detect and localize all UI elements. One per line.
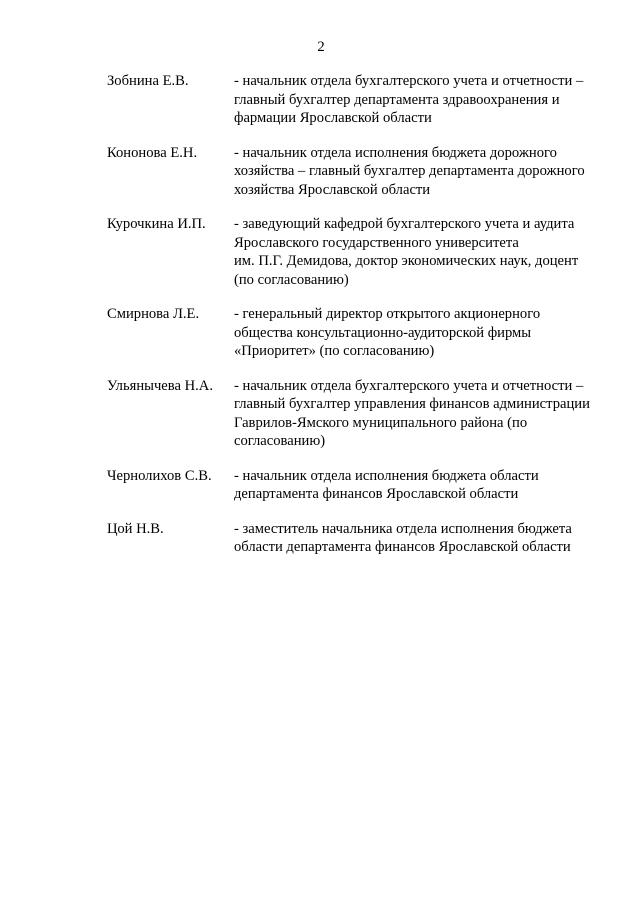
member-entry bbox=[107, 215, 607, 289]
position-line: - начальник отдела бухгалтерского учета и отчетности – bbox=[234, 377, 584, 394]
position-line: - заведующий кафедрой бухгалтерского учета и аудита bbox=[234, 216, 575, 232]
member-position bbox=[234, 520, 607, 557]
member-position bbox=[234, 72, 607, 128]
member-position bbox=[234, 377, 607, 451]
position-line: им. П.Г. Демидова, доктор экономических наук, доцент bbox=[234, 253, 579, 269]
position-line: (по согласованию) bbox=[234, 271, 349, 288]
member-name: Чернолихов С.В. bbox=[107, 467, 212, 484]
position-line: - заместитель начальника отдела исполнения бюджета bbox=[234, 520, 572, 537]
member-position bbox=[234, 215, 607, 289]
position-line: общества консультационно-аудиторской фирмы bbox=[234, 324, 532, 341]
member-position bbox=[234, 144, 607, 200]
member-name: Ульянычева Н.А. bbox=[107, 377, 213, 394]
member-name: Кононова Е.Н. bbox=[107, 144, 198, 161]
member-entry bbox=[107, 467, 607, 504]
position-line: «Приоритет» (по согласованию) bbox=[234, 343, 435, 359]
page-number: 2 bbox=[317, 39, 325, 55]
member-name: Зобнина Е.В. bbox=[107, 73, 189, 89]
member-entry bbox=[107, 377, 607, 451]
position-line: департамента финансов Ярославской области bbox=[234, 486, 519, 502]
position-line: хозяйства Ярославской области bbox=[234, 181, 431, 198]
position-line: области департамента финансов Ярославской области bbox=[234, 539, 571, 555]
position-line: - начальник отдела бухгалтерского учета и отчетности – bbox=[234, 73, 584, 89]
position-line: Гаврилов-Ямского муниципального района (по bbox=[234, 414, 528, 431]
position-line: - начальник отдела исполнения бюджета дорожного bbox=[234, 144, 557, 161]
member-entry bbox=[107, 144, 607, 200]
position-line: главный бухгалтер управления финансов администрации bbox=[234, 396, 590, 412]
member-position bbox=[234, 305, 607, 361]
member-entry bbox=[107, 305, 607, 361]
position-line: Ярославского государственного университета bbox=[234, 234, 519, 251]
position-line: хозяйства – главный бухгалтер департамента дорожного bbox=[234, 163, 585, 179]
position-line: фармации Ярославской области bbox=[234, 110, 432, 126]
member-name: Курочкина И.П. bbox=[107, 216, 206, 232]
position-line: согласованию) bbox=[234, 433, 326, 449]
member-name: Цой Н.В. bbox=[107, 520, 164, 537]
member-position bbox=[234, 467, 607, 504]
position-line: - генеральный директор открытого акционерного bbox=[234, 306, 541, 322]
committee-member-list bbox=[107, 72, 607, 557]
position-line: главный бухгалтер департамента здравоохранения и bbox=[234, 91, 560, 108]
member-entry bbox=[107, 520, 607, 557]
member-name: Смирнова Л.Е. bbox=[107, 306, 200, 322]
member-entry bbox=[107, 72, 607, 128]
position-line: - начальник отдела исполнения бюджета области bbox=[234, 467, 539, 484]
